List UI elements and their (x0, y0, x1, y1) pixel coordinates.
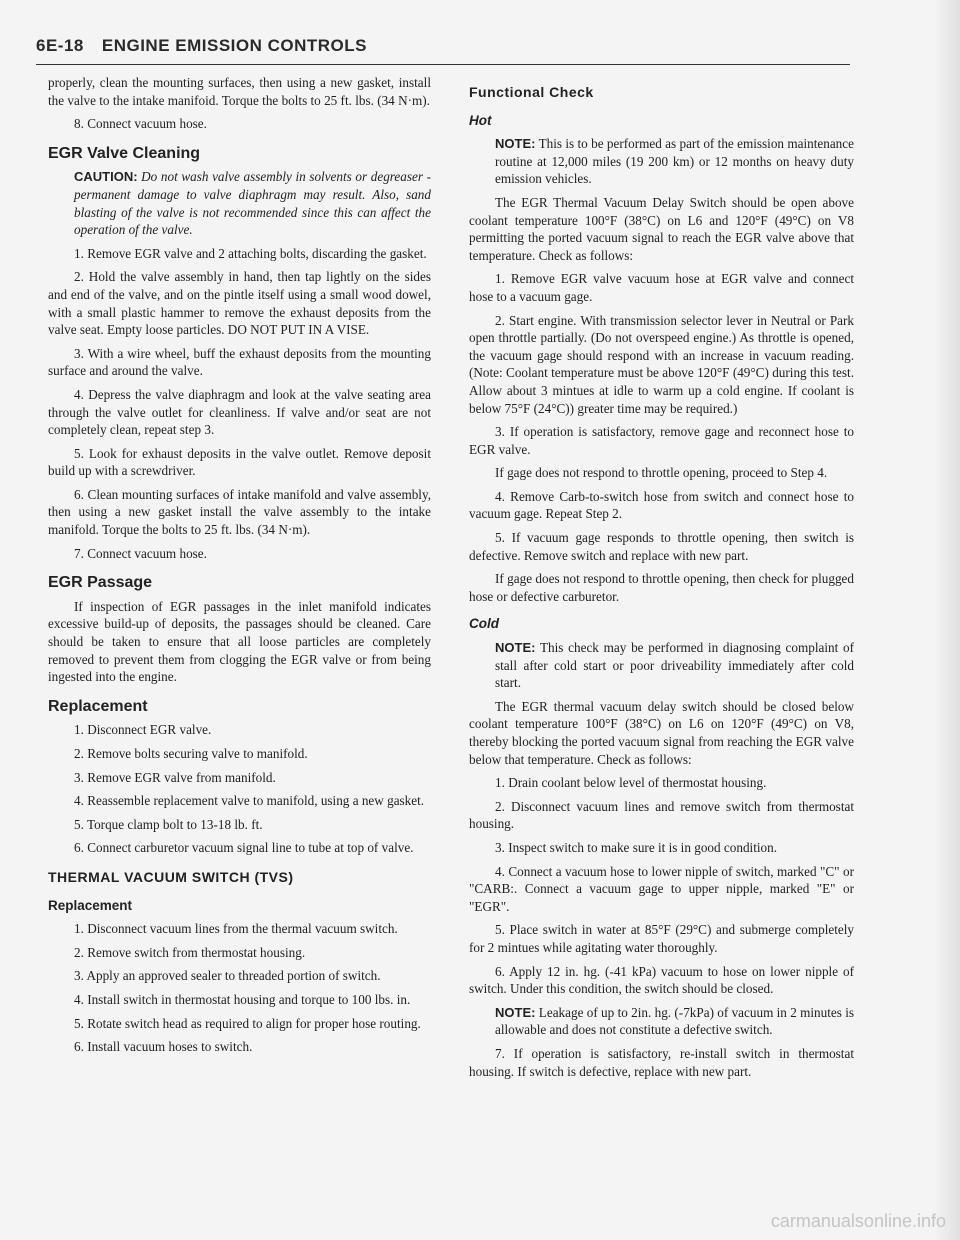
step: 2. Start engine. With transmission selector lever in Neutral or Park open throttle partially. (Do not overspeed engine.) As throttle is opened, the vacuum gage should respond with an increase in vacuum reading. (Note: Coolant temperature must be above 120°F (49°C) during this test. Allow about 3 mintues at idle to warm up a cold engine. If coolant is below 75°F (24°C)) greater time may be required.) (469, 312, 854, 416)
section-heading-egr-valve-cleaning: EGR Valve Cleaning (48, 144, 201, 162)
step: 1. Disconnect EGR valve. (74, 722, 212, 738)
paragraph: If inspection of EGR passages in the inlet manifold indicates excessive build-up of deposits, the passages should be cleaned. Care should be taken to ensure that all loose particles are completely removed to prevent them from clogging the EGR valve or from being ingested into the engine. (48, 598, 431, 685)
chapter-title: ENGINE EMISSION CONTROLS (101, 36, 368, 55)
note (469, 1004, 854, 1039)
section-heading-egr-passage: EGR Passage (48, 574, 153, 592)
left-column (48, 74, 431, 1062)
subheading-replacement: Replacement (48, 897, 133, 913)
step: 4. Remove Carb-to-switch hose from switch and connect hose to vacuum gage. Repeat Step 2. (469, 488, 854, 522)
step: 6. Connect carburetor vacuum signal line to tube at top of valve. (74, 840, 414, 856)
step: 6. Install vacuum hoses to switch. (74, 1039, 253, 1055)
right-column (469, 74, 854, 1086)
step: 3. If operation is satisfactory, remove gage and reconnect hose to EGR valve. (469, 424, 854, 457)
note-label: NOTE: (495, 1004, 536, 1020)
caution-text: Do not wash valve assembly in solvents or degreaser - permanent damage to valve diaphragm may result. Also, sand blasting of the valve is not recommended since this can affect the operation of the valve. (74, 169, 431, 238)
step: 3. Apply an approved sealer to threaded portion of switch. (74, 968, 381, 984)
note-label: NOTE: (495, 136, 536, 152)
step: 3. With a wire wheel, buff the exhaust deposits from the mounting surface and around the valve. (48, 345, 431, 379)
paragraph: properly, clean the mounting surfaces, then using a new gasket, install the valve to the intake manifoid. Torque the bolts to 25 ft. lbs. (34 N·m). (48, 75, 431, 108)
step: 5. Look for exhaust deposits in the valve outlet. Remove deposit build up with a screwdriver. (48, 445, 431, 479)
step: 1. Disconnect vacuum lines from the thermal vacuum switch. (74, 921, 398, 937)
step: 2. Hold the valve assembly in hand, then tap lightly on the sides and end of the valve, and on the pintle itself using a small wood dowel, with a small plastic hammer to remove the exhaust deposits from the valve seat. Empty loose particles. DO NOT PUT IN A VISE. (48, 269, 431, 338)
page-header (36, 36, 850, 65)
step: 5. If vacuum gage responds to throttle opening, then switch is defective. Remove switch and replace with new part. (469, 530, 854, 563)
caution-note (48, 168, 431, 238)
step: 3. Remove EGR valve from manifold. (74, 769, 276, 785)
step: 3. Inspect switch to make sure it is in good condition. (495, 839, 778, 855)
page-edge-shadow (934, 0, 960, 1240)
step: 2. Disconnect vacuum lines and remove switch from thermostat housing. (469, 798, 854, 832)
watermark: carmanualsonline.info (770, 1211, 946, 1231)
step: 4. Connect a vacuum hose to lower nipple of switch, marked "C" or "CARB:. Connect a vacuum gage to upper nipple, marked "E" or "EGR". (469, 863, 854, 914)
step: 8. Connect vacuum hose. (74, 116, 207, 132)
caution-label: CAUTION: (74, 169, 138, 185)
subheading-cold: Cold (469, 616, 499, 632)
step: 5. Place switch in water at 85°F (29°C) and submerge completely for 2 mintues while agitating water thoroughly. (469, 922, 854, 955)
step: 6. Apply 12 in. hg. (-41 kPa) vacuum to hose on lower nipple of switch. Under this condition, the switch should be closed. (469, 963, 854, 997)
step: 1. Remove EGR valve vacuum hose at EGR valve and connect hose to a vacuum gage. (469, 271, 854, 304)
step: 6. Clean mounting surfaces of intake manifold and valve assembly, then using a new gasket install the valve assembly to the intake manifold. Torque the bolts to 25 ft. lbs. (34 N·m). (48, 486, 431, 538)
paragraph: The EGR thermal vacuum delay switch should be closed below coolant temperature 100°F (38°C) on L6 on 120°F (49°C) on V8, thereby blocking the ported vacuum signal from reaching the EGR valve below that temperature. Check as follows: (469, 698, 854, 767)
step: 7. If operation is satisfactory, re-install switch in thermostat housing. If switch is defective, replace with new part. (469, 1045, 854, 1079)
section-heading-replacement: Replacement (48, 697, 148, 715)
section-heading-functional-check: Functional Check (469, 84, 594, 100)
step: 4. Install switch in thermostat housing and torque to 100 lbs. in. (74, 991, 411, 1007)
step: 1. Drain coolant below level of thermostat housing. (495, 775, 767, 791)
paragraph: The EGR Thermal Vacuum Delay Switch should be open above coolant temperature 100°F (38°C) on L6 and 120°F (49°C) on V8 permitting the ported vacuum signal to reach the EGR valve above that temperature. Check as follows: (469, 194, 854, 263)
step: 2. Remove switch from thermostat housing. (74, 944, 306, 960)
note-text: This check may be performed in diagnosing complaint of stall after cold start or poor driveability immediately after cold start. (495, 640, 855, 691)
paragraph: If gage does not respond to throttle opening, then check for plugged hose or defective carburetor. (469, 571, 854, 604)
step: 4. Reassemble replacement valve to manifold, using a new gasket. (74, 793, 425, 809)
page-number: 6E-18 (36, 36, 84, 55)
step: 4. Depress the valve diaphragm and look at the valve seating area through the valve outlet for cleanliness. If valve and/or seat are not completely clean, repeat step 3. (48, 386, 431, 438)
note-text: Leakage of up to 2in. hg. (-7kPa) of vacuum in 2 minutes is allowable and does not constitute a defective switch. (495, 1004, 855, 1038)
step: 2. Remove bolts securing valve to manifold. (74, 746, 308, 761)
step: 7. Connect vacuum hose. (74, 545, 207, 561)
paragraph: If gage does not respond to throttle opening, proceed to Step 4. (495, 465, 828, 481)
step: 1. Remove EGR valve and 2 attaching bolts, discarding the gasket. (74, 245, 427, 261)
section-heading-tvs: THERMAL VACUUM SWITCH (TVS) (48, 868, 294, 885)
note-text: This is to be performed as part of the emission maintenance routine at 12,000 miles (19 200 km) or 12 months on heavy duty emission vehicles. (495, 136, 854, 187)
note-label: NOTE: (495, 640, 536, 656)
subheading-hot: Hot (469, 112, 492, 128)
step: 5. Torque clamp bolt to 13-18 lb. ft. (74, 816, 263, 832)
note (469, 135, 854, 188)
note (469, 639, 854, 692)
step: 5. Rotate switch head as required to align for proper hose routing. (74, 1015, 421, 1031)
